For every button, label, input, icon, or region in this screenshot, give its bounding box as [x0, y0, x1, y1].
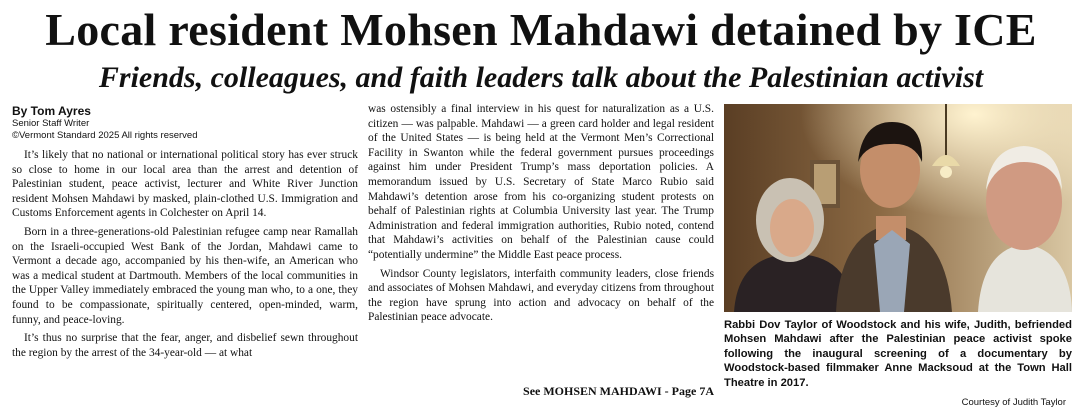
paragraph: It’s thus no surprise that the fear, anger, and disbelief sewn throughout the region by the arrest of the 34-year-old — at what: [12, 332, 358, 359]
paragraph: Windsor County legislators, interfaith community leaders, close friends and associates of Mohsen Mahdawi, and everyday citizens from throughout the region have sprung into action and advocacy on behalf of the Palestinian peace advocate.: [368, 267, 714, 324]
headline: Local resident Mohsen Mahdawi detained by ICE: [45, 4, 1037, 55]
byline: [12, 104, 362, 142]
paragraph: It’s likely that no national or international political story has ever struck so close to home in our local area than the arrest and detention of Palestinian student, peace activist, lecturer and White River Junction resident Mohsen Mahdawi by masked, plain-clothed U.S. Immigration and Customs Enforcement agents in Colchester on April 14.: [12, 149, 358, 220]
article-column-2: [368, 102, 714, 325]
byline-copyright: ©Vermont Standard 2025 All rights reserved: [12, 130, 198, 141]
article-column-1: [12, 148, 358, 360]
byline-author: By Tom Ayres: [12, 104, 91, 118]
paragraph: was ostensibly a final interview in his quest for naturalization as a U.S. citizen — was palpable. Mahdawi — a green card holder and legal resident of the United States — is being held at the Vermont Men’s Correctional Facility in Swanton while the federal government pursues proceedings against him under President Trump’s mass deportation policies. A memorandum issued by U.S. Secretary of State Marco Rubio said Mahdawi’s detention arose from his co-organizing student protests on behalf of Palestinian rights at Columbia University last year. The Trump Administration and federal immigration authorities, Rubio noted, contend that Mahdawi’s activities on behalf of the Palestinian cause could “potentially undermine” the Middle East peace process.: [368, 103, 714, 261]
subheadline: Friends, colleagues, and faith leaders talk about the Palestinian activist: [98, 61, 984, 94]
byline-title: Senior Staff Writer: [12, 118, 90, 129]
photo-credit: Courtesy of Judith Taylor: [961, 397, 1066, 408]
news-photo: [724, 104, 1072, 312]
continuation-jump-line[interactable]: See MOHSEN MAHDAWI - Page 7A: [523, 384, 714, 398]
photo-caption: Rabbi Dov Taylor of Woodstock and his wife, Judith, befriended Mohsen Mahdawi after the Palestinian peace activist spoke following the inaugural screening of a documentary by Woodstock-based filmmaker Anne Macksoud at the Town Hall Theatre in 2017.: [724, 319, 1072, 389]
paragraph: Born in a three-generations-old Palestinian refugee camp near Ramallah on the Israeli-occupied West Bank of the Jordan, Mahdawi came to Vermont a decade ago, accompanied by his then-wife, an American who was a medical student at Dartmouth. Members of the local communities in the Upper Valley immediately embraced the young man who, to a one, they found to be compassionate, spiritually centered, open-minded, warm, funny, and peace-loving.: [12, 225, 358, 326]
